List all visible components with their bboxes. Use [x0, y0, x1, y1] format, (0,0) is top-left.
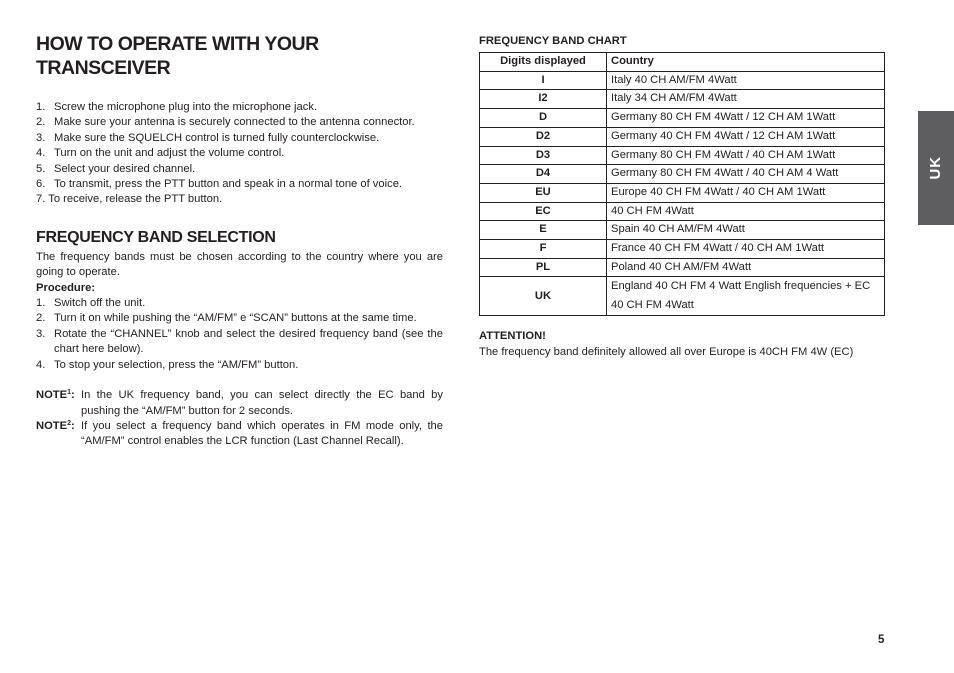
language-tab-label: UK: [927, 156, 945, 180]
table-row: [480, 146, 885, 165]
digits-cell: I2: [480, 90, 607, 109]
list-item: [36, 296, 443, 311]
country-cell: Poland 40 CH AM/FM 4Watt: [607, 258, 885, 277]
table-row: [480, 165, 885, 184]
country-cell: England 40 CH FM 4 Watt English frequencies + EC 40 CH FM 4Watt: [607, 277, 885, 316]
list-item: [36, 131, 443, 146]
note-text: In the UK frequency band, you can select directly the EC band by pushing the “AM/FM” button for 2 seconds.: [81, 389, 443, 417]
note-superscript: 2: [67, 419, 71, 427]
list-item: [36, 115, 443, 130]
table-row: [480, 221, 885, 240]
country-cell: Germany 80 CH FM 4Watt / 40 CH AM 1Watt: [607, 146, 885, 165]
step-text: Turn on the unit and adjust the volume control.: [54, 147, 285, 160]
step-text: Rotate the “CHANNEL” knob and select the desired frequency band (see the chart here below).: [54, 327, 443, 356]
step-number: 2.: [36, 116, 46, 129]
step-text: To stop your selection, press the “AM/FM” button.: [54, 358, 299, 371]
operate-last-step: 7. To receive, release the PTT button.: [36, 193, 223, 206]
page-number: 5: [878, 634, 885, 646]
step-text: Switch off the unit.: [54, 297, 146, 310]
country-cell: Italy 34 CH AM/FM 4Watt: [607, 90, 885, 109]
step-text: Select your desired channel.: [54, 162, 196, 175]
column-header-country: Country: [607, 53, 885, 72]
digits-cell: D: [480, 109, 607, 128]
left-column: [36, 32, 443, 450]
list-item: [36, 177, 443, 192]
table-row: [480, 71, 885, 90]
country-cell: Germany 80 CH FM 4Watt / 40 CH AM 4 Watt: [607, 165, 885, 184]
list-item: [36, 146, 443, 161]
section-title-selection: FREQUENCY BAND SELECTION: [36, 228, 276, 246]
digits-cell: PL: [480, 258, 607, 277]
table-row: [480, 258, 885, 277]
digits-cell: UK: [480, 277, 607, 316]
note-colon: :: [70, 419, 75, 432]
country-cell: France 40 CH FM 4Watt / 40 CH AM 1Watt: [607, 240, 885, 259]
list-item: [36, 327, 443, 358]
note-colon: :: [70, 389, 75, 402]
table-row: [480, 202, 885, 221]
step-number: 2.: [36, 312, 46, 325]
country-cell: Europe 40 CH FM 4Watt / 40 CH AM 1Watt: [607, 183, 885, 202]
country-cell: Spain 40 CH AM/FM 4Watt: [607, 221, 885, 240]
step-number: 1.: [36, 297, 46, 310]
step-number: 1.: [36, 101, 46, 113]
table-row: [480, 183, 885, 202]
chart-title: FREQUENCY BAND CHART: [479, 35, 627, 47]
list-item: [36, 358, 443, 373]
note-label: [36, 419, 81, 450]
list-item: [36, 311, 443, 326]
note-superscript: 1: [67, 389, 71, 397]
table-row: [480, 240, 885, 259]
column-header-digits: Digits displayed: [480, 53, 607, 72]
step-text: Make sure your antenna is securely connected to the antenna connector.: [54, 116, 415, 129]
country-cell: Germany 40 CH FM 4Watt / 12 CH AM 1Watt: [607, 127, 885, 146]
procedure-label: Procedure:: [36, 281, 96, 294]
step-number: 3.: [36, 327, 46, 340]
note-label-text: NOTE: [36, 419, 68, 432]
table-row: [480, 127, 885, 146]
language-tab: [918, 111, 954, 225]
list-item: [36, 162, 443, 177]
attention-text: The frequency band definitely allowed all over Europe is 40CH FM 4W (EC): [479, 345, 854, 358]
table-row: [480, 109, 885, 128]
note-label: [36, 388, 81, 419]
step-number: 5.: [36, 162, 46, 175]
frequency-band-table: [479, 52, 885, 316]
step-text: To transmit, press the PTT button and speak in a normal tone of voice.: [54, 178, 403, 191]
country-cell: Italy 40 CH AM/FM 4Watt: [607, 71, 885, 90]
selection-intro: The frequency bands must be chosen according to the country where you are going to operate.: [36, 250, 443, 279]
note-label-text: NOTE: [36, 389, 68, 402]
list-item: [36, 100, 443, 115]
digits-cell: D4: [480, 165, 607, 184]
procedure-steps-list: [36, 296, 443, 373]
step-text: Turn it on while pushing the “AM/FM” e “SCAN” buttons at the same time.: [54, 312, 417, 325]
note-1: [36, 388, 443, 419]
page-title: HOW TO OPERATE WITH YOUR TRANSCEIVER: [36, 33, 319, 79]
attention-title: ATTENTION!: [479, 330, 546, 343]
digits-cell: D2: [480, 127, 607, 146]
digits-cell: D3: [480, 146, 607, 165]
note-text: If you select a frequency band which operates in FM mode only, the “AM/FM” control enables the LCR function (Last Channel Recall).: [81, 419, 443, 448]
step-number: 4.: [36, 147, 46, 160]
table-row: [480, 277, 885, 316]
step-number: 4.: [36, 358, 46, 371]
digits-cell: E: [480, 221, 607, 240]
country-cell: 40 CH FM 4Watt: [607, 202, 885, 221]
digits-cell: EC: [480, 202, 607, 221]
step-text: Make sure the SQUELCH control is turned fully counterclockwise.: [54, 131, 380, 144]
digits-cell: EU: [480, 183, 607, 202]
digits-cell: I: [480, 71, 607, 90]
country-cell: Germany 80 CH FM 4Watt / 12 CH AM 1Watt: [607, 109, 885, 128]
right-column: [479, 34, 885, 360]
step-text: Screw the microphone plug into the microphone jack.: [54, 101, 318, 113]
step-number: 3.: [36, 131, 46, 144]
digits-cell: F: [480, 240, 607, 259]
step-number: 6.: [36, 178, 46, 191]
operate-steps-list: [36, 100, 443, 192]
note-2: [36, 419, 443, 450]
table-row: [480, 90, 885, 109]
table-header-row: [480, 53, 885, 72]
